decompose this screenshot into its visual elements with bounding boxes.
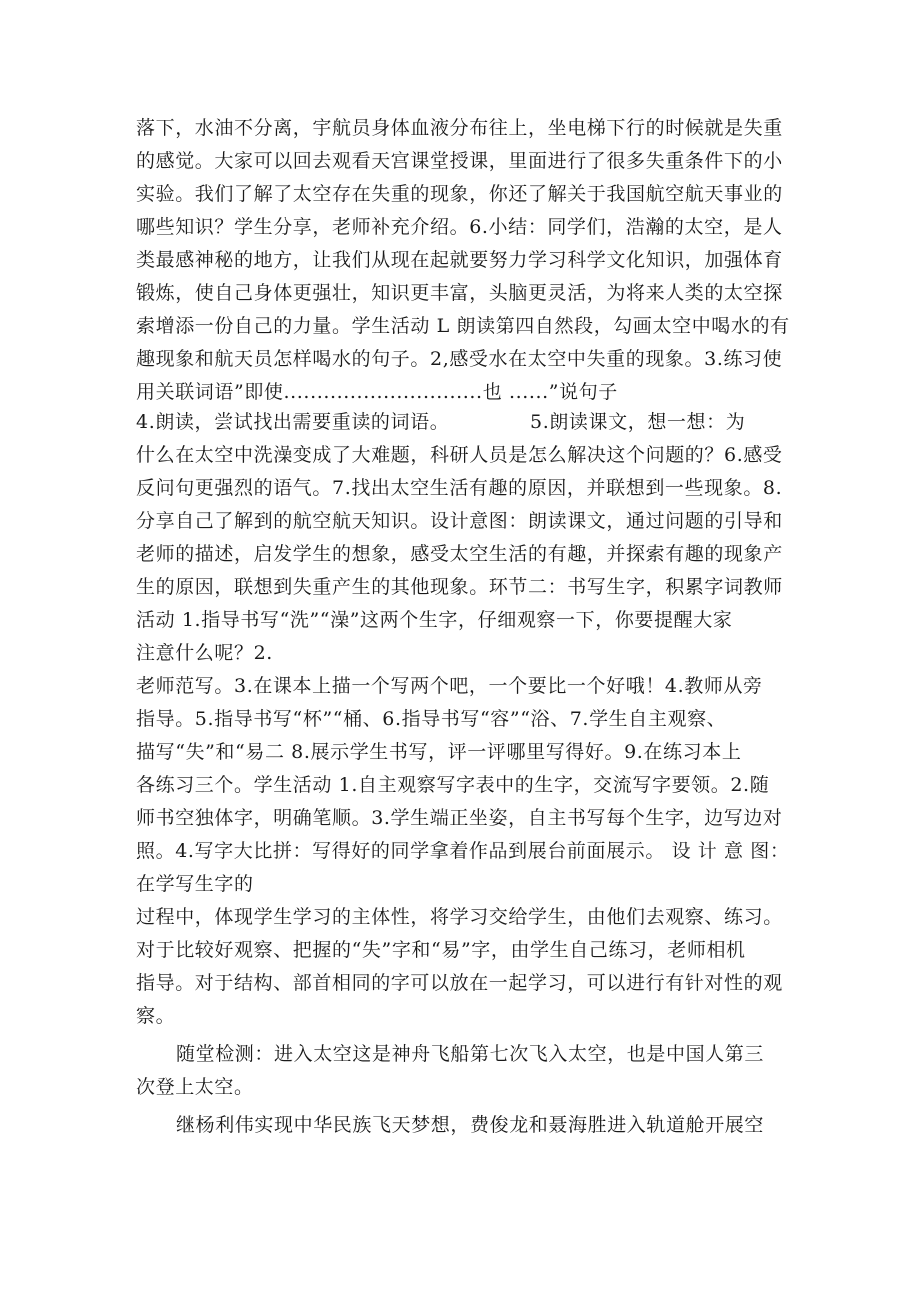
text-line: 注意什么呢？2.: [136, 642, 273, 664]
text-line: 类最感神秘的地方，让我们从现在起就要努力学习科学文化知识，加强体育: [136, 249, 783, 271]
text-line: 哪些知识？学生分享，老师补充介绍。6.小结：同学们，浩瀚的太空，是人: [136, 216, 783, 238]
text-line: 次登上太空。: [136, 1076, 254, 1098]
text-line: 察。: [136, 1005, 176, 1027]
text-line: 的感觉。大家可以回去观看天宫课堂授课，里面进行了很多失重条件下的小: [136, 150, 783, 172]
text-line: 照。4.写字大比拼：写得好的同学拿着作品到展台前面展示。 设 计 意 图：: [136, 840, 790, 862]
text-line: 各练习三个。学生活动 1.自主观察写字表中的生字，交流写字要领。2.随: [136, 774, 770, 796]
text-line: 趣现象和航天员怎样喝水的句子。2,感受水在太空中失重的现象。3.练习使: [136, 348, 783, 370]
text-segment: 5.朗读课文，想一想：为: [530, 411, 746, 433]
text-line: 在学写生字的: [136, 873, 254, 895]
text-line: 落下，水油不分离，宇航员身体血液分布往上，坐电梯下行的时候就是失重: [136, 117, 783, 139]
text-line: 对于比较好观察、把握的“失”字和“易”字，由学生自己练习，老师相机: [136, 939, 746, 961]
text-line: 过程中，体现学生学习的主体性，将学习交给学生，由他们去观察、练习。: [136, 906, 783, 928]
text-line: 活动 1.指导书写“洗”“澡”这两个生字，仔细观察一下，你要提醒大家: [136, 609, 733, 631]
text-line: 指导。对于结构、部首相同的字可以放在一起学习，可以进行有针对性的观: [136, 972, 783, 994]
text-line: 分享自己了解到的航空航天知识。设计意图：朗读课文，通过问题的引导和: [136, 510, 783, 532]
text-line: 什么在太空中洗澡变成了大难题，科研人员是怎么解决这个问题的？6.感受: [136, 444, 783, 466]
text-line: 实验。我们了解了太空存在失重的现象，你还了解关于我国航空航天事业的: [136, 183, 783, 205]
text-line: 生的原因，联想到失重产生的其他现象。环节二：书写生字，积累字词教师: [136, 576, 783, 598]
text-line: 指导。5.指导书写“杯”“桶、6.指导书写“容”“浴、7.学生自主观察、: [136, 708, 727, 730]
text-line: 反问句更强烈的语气。7.找出太空生活有趣的原因，并联想到一些现象。8.: [136, 477, 783, 499]
text-segment: 4.朗读，尝试找出需要重读的词语。: [136, 411, 450, 433]
text-line: 师书空独体字，明确笔顺。3.学生端正坐姿，自主书写每个生字，边写边对: [136, 807, 783, 829]
text-line: 描写“失”和“易二 8.展示学生书写，评一评哪里写得好。9.在练习本上: [136, 741, 742, 763]
text-line: 随堂检测：进入太空这是神舟飞船第七次飞入太空，也是中国人第三: [176, 1043, 765, 1065]
text-line: 继杨利伟实现中华民族飞天梦想，费俊龙和聂海胜进入轨道舱开展空: [176, 1114, 765, 1136]
text-line: 老师的描述，启发学生的想象，感受太空生活的有趣，并探索有趣的现象产: [136, 543, 783, 565]
text-line: [136, 409, 796, 435]
text-line: 索增添一份自己的力量。学生活动 L 朗读第四自然段，勾画太空中喝水的有: [136, 315, 790, 337]
text-line: 老师范写。3.在课本上描一个写两个吧，一个要比一个好哦！4.教师从旁: [136, 675, 763, 697]
text-line: 锻炼，使自己身体更强壮，知识更丰富，头脑更灵活，为将来人类的太空探: [136, 282, 783, 304]
text-line: 用关联词语”即使..............................也 ......”说句子: [136, 381, 618, 403]
